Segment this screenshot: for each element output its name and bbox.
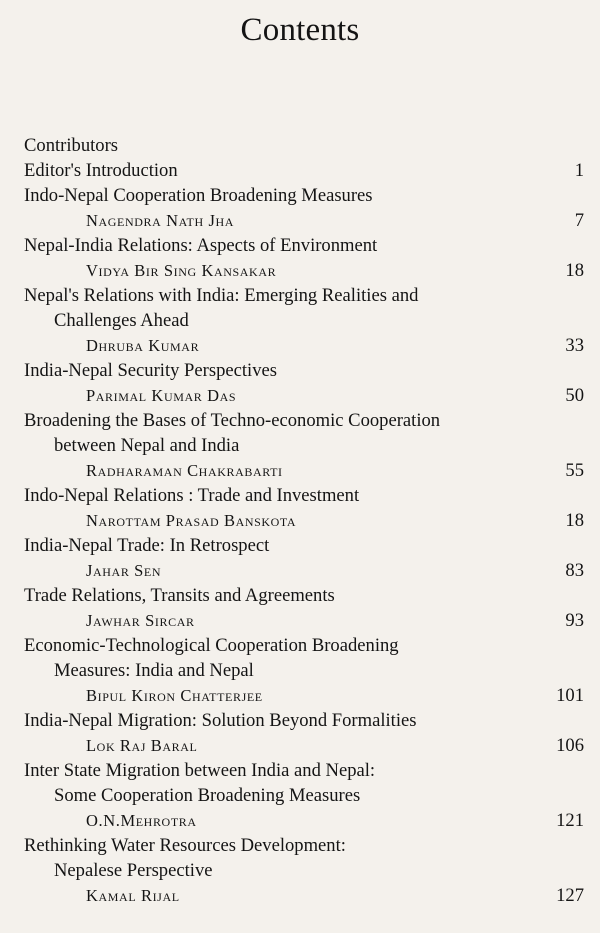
toc-line xyxy=(24,508,584,533)
entry-author: Parimal Kumar Das xyxy=(86,386,237,405)
page-number: 93 xyxy=(565,610,584,631)
entry-title: India-Nepal Trade: In Retrospect xyxy=(24,535,270,556)
toc-line xyxy=(24,483,584,508)
entry-title: Indo-Nepal Cooperation Broadening Measures xyxy=(24,185,373,206)
entry-title: India-Nepal Migration: Solution Beyond Formalities xyxy=(24,710,417,731)
entry-title: Nepal-India Relations: Aspects of Environment xyxy=(24,235,378,256)
toc-line xyxy=(24,133,584,158)
toc-entry xyxy=(24,183,584,233)
toc-line xyxy=(24,533,584,558)
toc-entry xyxy=(24,158,584,183)
entry-author: Lok Raj Baral xyxy=(86,736,198,755)
page-number: 18 xyxy=(565,260,584,281)
toc-line xyxy=(24,783,584,808)
toc-line xyxy=(24,858,584,883)
toc-line xyxy=(24,233,584,258)
toc-entry xyxy=(24,758,584,833)
page-number: 1 xyxy=(574,160,584,181)
entry-title: Editor's Introduction xyxy=(24,160,178,181)
toc-line xyxy=(24,158,584,183)
entry-title: Indo-Nepal Relations : Trade and Investment xyxy=(24,485,360,506)
entry-author: Narottam Prasad Banskota xyxy=(86,511,297,530)
page-number: 18 xyxy=(565,510,584,531)
page-number: 106 xyxy=(556,735,584,756)
toc-line xyxy=(24,408,584,433)
page-number: 33 xyxy=(565,335,584,356)
toc-line xyxy=(24,558,584,583)
toc-line xyxy=(24,608,584,633)
entry-title-continued: Challenges Ahead xyxy=(54,310,189,331)
toc-line xyxy=(24,658,584,683)
entry-author: O.N.Mehrotra xyxy=(86,811,197,830)
entry-title: Contributors xyxy=(24,135,119,156)
toc-line xyxy=(24,833,584,858)
table-of-contents xyxy=(24,133,584,908)
toc-line xyxy=(24,208,584,233)
page-number: 7 xyxy=(574,210,584,231)
toc-line xyxy=(24,458,584,483)
entry-title: Rethinking Water Resources Development: xyxy=(24,835,346,856)
toc-line xyxy=(24,433,584,458)
toc-line xyxy=(24,583,584,608)
toc-line xyxy=(24,308,584,333)
toc-line xyxy=(24,883,584,908)
toc-line xyxy=(24,283,584,308)
toc-entry xyxy=(24,708,584,758)
toc-line xyxy=(24,183,584,208)
entry-title: Broadening the Bases of Techno-economic Cooperation xyxy=(24,410,441,431)
toc-line xyxy=(24,633,584,658)
entry-author: Jawhar Sircar xyxy=(86,611,195,630)
entry-title: Inter State Migration between India and Nepal: xyxy=(24,760,376,781)
page-number: 50 xyxy=(565,385,584,406)
toc-line xyxy=(24,358,584,383)
page-number: 101 xyxy=(556,685,584,706)
entry-title-continued: Some Cooperation Broadening Measures xyxy=(54,785,361,806)
entry-author: Kamal Rijal xyxy=(86,886,180,905)
entry-title-continued: between Nepal and India xyxy=(54,435,240,456)
toc-line xyxy=(24,333,584,358)
entry-title: India-Nepal Security Perspectives xyxy=(24,360,277,381)
entry-author: Jahar Sen xyxy=(86,561,162,580)
entry-title: Nepal's Relations with India: Emerging Realities and xyxy=(24,285,419,306)
page-number: 127 xyxy=(556,885,584,906)
toc-entry xyxy=(24,583,584,633)
toc-entry xyxy=(24,133,584,158)
toc-entry xyxy=(24,283,584,358)
page-number: 55 xyxy=(565,460,584,481)
entry-title-continued: Nepalese Perspective xyxy=(54,860,213,881)
entry-title: Trade Relations, Transits and Agreements xyxy=(24,585,335,606)
toc-line xyxy=(24,258,584,283)
toc-line xyxy=(24,383,584,408)
entry-title: Economic-Technological Cooperation Broadening xyxy=(24,635,399,656)
page-title: Contents xyxy=(240,12,360,48)
toc-entry xyxy=(24,833,584,908)
toc-line xyxy=(24,733,584,758)
toc-entry xyxy=(24,358,584,408)
entry-author: Dhruba Kumar xyxy=(86,336,200,355)
entry-author: Nagendra Nath Jha xyxy=(86,211,235,230)
toc-line xyxy=(24,808,584,833)
page-number: 121 xyxy=(556,810,584,831)
toc-line xyxy=(24,758,584,783)
entry-author: Bipul Kiron Chatterjee xyxy=(86,686,263,705)
toc-entry xyxy=(24,483,584,533)
page-number: 83 xyxy=(565,560,584,581)
toc-line xyxy=(24,708,584,733)
toc-line xyxy=(24,683,584,708)
entry-author: Radharaman Chakrabarti xyxy=(86,461,283,480)
toc-entry xyxy=(24,533,584,583)
entry-title-continued: Measures: India and Nepal xyxy=(54,660,254,681)
toc-entry xyxy=(24,233,584,283)
toc-entry xyxy=(24,633,584,708)
toc-entry xyxy=(24,408,584,483)
entry-author: Vidya Bir Sing Kansakar xyxy=(86,261,277,280)
